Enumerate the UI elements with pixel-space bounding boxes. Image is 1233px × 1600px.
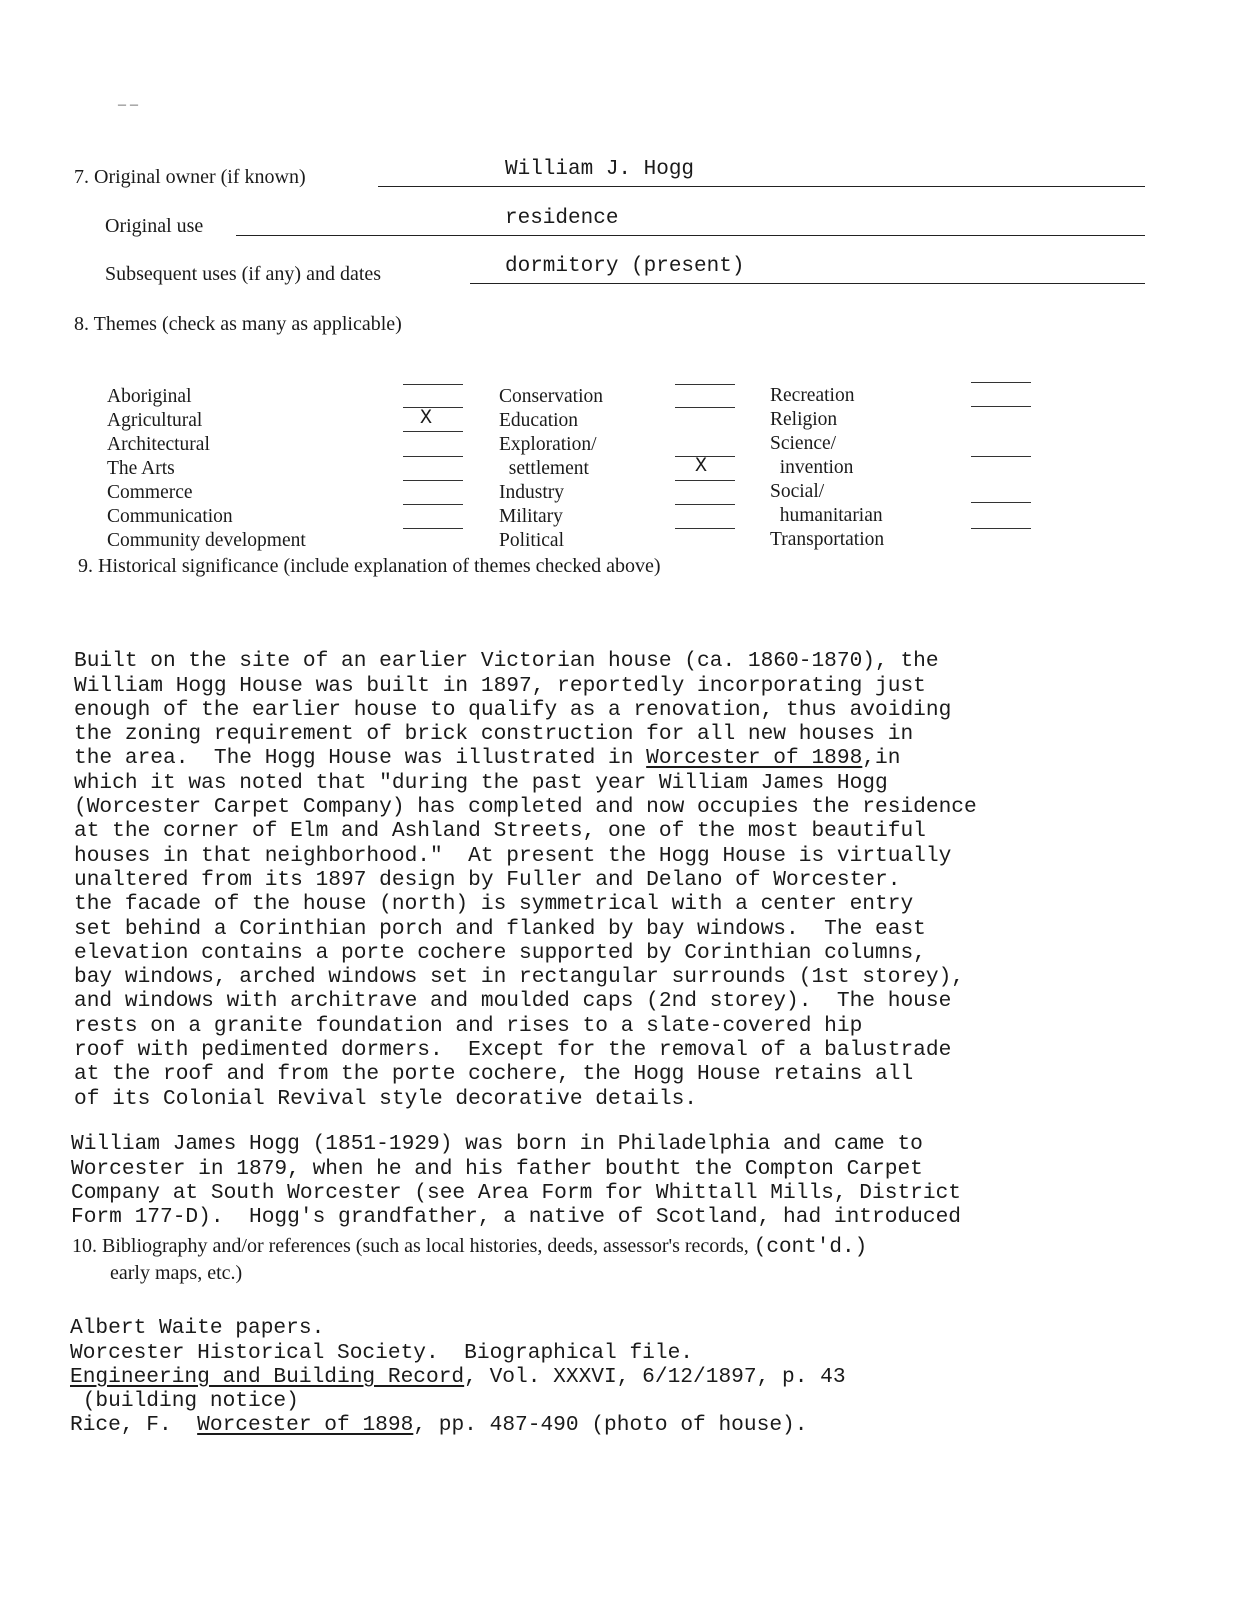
theme-exploration-2: settlement: [499, 458, 589, 479]
p1-line: and windows with architrave and moulded caps (2nd storey). The house: [74, 989, 952, 1014]
checkbox-social: [971, 502, 1031, 503]
checkbox-industry: [675, 480, 735, 481]
theme-recreation: Recreation: [770, 385, 855, 406]
theme-the-arts: The Arts: [107, 458, 175, 479]
theme-industry: Industry: [499, 482, 564, 503]
check-mark-industry: X: [695, 455, 708, 478]
p1-line: at the roof and from the porte cochere, the Hogg House retains all: [74, 1062, 914, 1087]
subsequent-underline: [470, 283, 1145, 284]
theme-aboriginal: Aboriginal: [107, 386, 192, 407]
theme-commerce: Commerce: [107, 482, 193, 503]
p2-line: Form 177-D). Hogg's grandfather, a native of Scotland, had introduced: [71, 1205, 962, 1230]
p1-line: set behind a Corinthian porch and flanked by bay windows. The east: [74, 916, 926, 941]
p1-line: enough of the earlier house to qualify as a renovation, thus avoiding: [74, 697, 952, 722]
bibliography-references: [70, 1292, 1170, 1438]
checkbox-the-arts: [403, 456, 463, 457]
bibliography-heading-line-2: early maps, etc.): [110, 1262, 243, 1284]
p1-line: Built on the site of an earlier Victorian house (ca. 1860-1870), the: [74, 649, 939, 674]
p1-line: ,in: [862, 746, 901, 771]
theme-conservation: Conservation: [499, 386, 603, 407]
theme-science: Science/: [770, 433, 837, 454]
p1-line: elevation contains a porte cochere supported by Corinthian columns,: [74, 940, 926, 965]
checkbox-education: [675, 407, 735, 408]
p1-line: unaltered from its 1897 design by Fuller and Delano of Worcester.: [74, 867, 901, 892]
theme-social-2: humanitarian: [770, 505, 883, 526]
book-title-worcester-1898: Worcester of 1898: [646, 746, 863, 771]
checkbox-science: [971, 456, 1031, 457]
use-underline: [236, 235, 1145, 236]
p1-line: bay windows, arched windows set in rectangular surrounds (1st storey),: [74, 965, 965, 990]
checkbox-agricultural: [403, 407, 463, 408]
checkbox-conservation: [675, 384, 735, 385]
p1-line: the area. The Hogg House was illustrated in: [74, 746, 647, 771]
reference-rice-details: , pp. 487-490 (photo of house).: [413, 1413, 808, 1438]
checkbox-political: [675, 528, 735, 529]
bibliography-contd: (cont'd.): [753, 1236, 868, 1259]
p1-line: the facade of the house (north) is symmetrical with a center entry: [74, 892, 914, 917]
reference-waite-papers: Albert Waite papers.: [70, 1316, 325, 1341]
checkbox-recreation: [971, 382, 1031, 383]
theme-community-development: Community development: [107, 530, 306, 551]
theme-military: Military: [499, 506, 563, 527]
original-owner-value: William J. Hogg: [505, 158, 695, 181]
theme-political: Political: [499, 530, 564, 551]
original-use-value: residence: [505, 207, 619, 230]
p1-line: (Worcester Carpet Company) has completed and now occupies the residence: [74, 795, 977, 820]
checkbox-community-development: [403, 528, 463, 529]
reference-historical-society: Worcester Historical Society. Biographical file.: [70, 1340, 694, 1365]
original-owner-label: 7. Original owner (if known): [74, 166, 306, 188]
theme-architectural: Architectural: [107, 434, 210, 455]
theme-transportation: Transportation: [770, 529, 885, 550]
theme-communication: Communication: [107, 506, 233, 527]
p1-line: at the corner of Elm and Ashland Streets, one of the most beautiful: [74, 819, 926, 844]
significance-paragraph-2: [71, 1108, 1171, 1229]
themes-column-1: [107, 361, 306, 553]
reference-engineering-title: Engineering and Building Record: [70, 1364, 465, 1389]
themes-column-2: [499, 361, 603, 553]
checkbox-religion: [971, 406, 1031, 407]
bibliography-heading: [72, 1235, 867, 1259]
checkbox-aboriginal: [403, 384, 463, 385]
themes-heading: 8. Themes (check as many as applicable): [74, 313, 402, 335]
bibliography-heading-text: 10. Bibliography and/or references (such as local histories, deeds, assessor's records,: [72, 1235, 749, 1257]
p1-line: roof with pedimented dormers. Except for the removal of a balustrade: [74, 1038, 952, 1063]
themes-column-3: [770, 360, 884, 552]
subsequent-uses-value: dormitory (present): [505, 255, 745, 278]
theme-education: Education: [499, 410, 579, 431]
reference-rice-title: Worcester of 1898: [197, 1413, 414, 1438]
theme-science-2: invention: [770, 457, 854, 478]
checkbox-architectural: [403, 431, 463, 432]
p1-line: William Hogg House was built in 1897, reportedly incorporating just: [74, 673, 926, 698]
stray-mark: – –: [118, 96, 138, 113]
p1-line: which it was noted that "during the past year William James Hogg: [74, 770, 888, 795]
historical-significance-heading: 9. Historical significance (include explanation of themes checked above): [78, 555, 661, 577]
reference-engineering-note: (building notice): [70, 1389, 299, 1414]
theme-religion: Religion: [770, 409, 838, 430]
p2-line: William James Hogg (1851-1929) was born in Philadelphia and came to: [71, 1132, 923, 1157]
p1-line: rests on a granite foundation and rises to a slate-covered hip: [74, 1013, 863, 1038]
significance-paragraph-1: [74, 625, 1174, 1111]
checkbox-military: [675, 504, 735, 505]
reference-engineering-details: , Vol. XXXVI, 6/12/1897, p. 43: [464, 1364, 846, 1389]
owner-underline: [378, 186, 1145, 187]
check-mark-architectural: X: [420, 407, 433, 430]
checkbox-transportation: [971, 528, 1031, 529]
original-use-label: Original use: [105, 215, 204, 237]
p1-line: of its Colonial Revival style decorative details.: [74, 1086, 698, 1111]
checkbox-commerce: [403, 480, 463, 481]
p1-line: the zoning requirement of brick construction for all new houses in: [74, 722, 914, 747]
theme-social: Social/: [770, 481, 825, 502]
p1-line: houses in that neighborhood." At present the Hogg House is virtually: [74, 843, 952, 868]
p2-line: Worcester in 1879, when he and his father boutht the Compton Carpet: [71, 1156, 923, 1181]
checkbox-communication: [403, 504, 463, 505]
subsequent-uses-label: Subsequent uses (if any) and dates: [105, 263, 382, 285]
theme-exploration: Exploration/: [499, 434, 597, 455]
theme-agricultural: Agricultural: [107, 410, 203, 431]
reference-rice-author: Rice, F.: [70, 1413, 198, 1438]
p2-line: Company at South Worcester (see Area Form for Whittall Mills, District: [71, 1180, 962, 1205]
